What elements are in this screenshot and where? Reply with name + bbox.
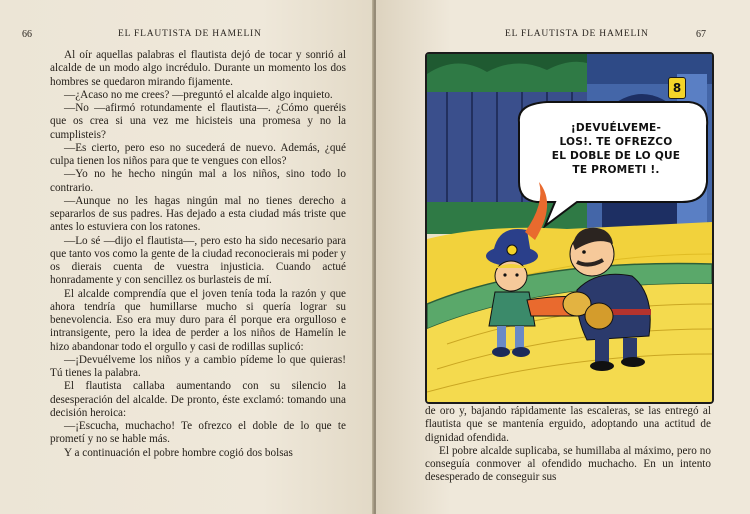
paragraph: —No —afirmó rotundamente el flautista—. ¿Cómo queréis que os crea si una vez me hicisteis una promesa y no la cumplisteis? (50, 102, 346, 141)
paragraph: El pobre alcalde suplicaba, se humillaba al máximo, pero no conseguía conmover al ofendido muchacho. En un intento desesperado de conseguir sus (425, 444, 711, 484)
speech-bubble-text (527, 121, 705, 177)
right-body-text (425, 405, 711, 485)
paragraph: Al oír aquellas palabras el flautista dejó de tocar y sonrió al alcalde de un modo algo incrédulo. Durante un momento los dos hombres se quedaron mirando fijamente. (50, 49, 346, 88)
right-page-number: 67 (696, 29, 706, 40)
paragraph: El alcalde comprendía que el joven tenía toda la razón y que ahora tendría que humillarse mucho si quería lograr su benevolencia. Eso era muy duro para él porque era orgulloso e intransigente, pero la idea de perder a los niños de Hamelín le hizo abandonar todo el orgullo y casi de rodillas suplicó: (50, 287, 346, 353)
comic-illustration (425, 52, 714, 404)
speech-line: TE PROMETI !. (572, 164, 660, 176)
left-page-number: 66 (22, 29, 32, 40)
illustration-artwork (427, 54, 712, 402)
left-body-text (50, 49, 346, 460)
paragraph: —Aunque no les hagas ningún mal no tienes derecho a separarlos de sus padres. Has dejado a esta ciudad más triste que antes lo estuviera con los ratones. (50, 194, 346, 234)
speech-line: EL DOBLE DE LO QUE (551, 150, 681, 162)
right-page (376, 0, 750, 514)
left-running-head: EL FLAUTISTA DE HAMELIN (118, 29, 262, 39)
paragraph: —Es cierto, pero eso no sucederá de nuevo. Además, ¿qué culpa tienen los niños para que te vengues con ellos? (50, 141, 346, 167)
paragraph: El flautista callaba aumentando con su silencio la desesperación del alcalde. De pronto, éste exclamó: tomando una decisión heroica: (50, 380, 346, 419)
right-running-head: EL FLAUTISTA DE HAMELIN (505, 29, 649, 39)
left-page (0, 0, 374, 514)
paragraph: —¡Escucha, muchacho! Te ofrezco el doble de lo que te prometí y no se hable más. (50, 420, 346, 446)
paragraph: —¿Acaso no me crees? —preguntó el alcalde algo inquieto. (64, 88, 333, 101)
paragraph: —Lo sé —dijo el flautista—, pero esto ha sido necesario para que tanto vos como la gente de la ciudad reconocierais mi poder y os dierais cuenta de vuestra injusticia. Cuando actué honradamente y con sencillez os burlasteis de mí. (50, 234, 346, 287)
speech-line: LOS!. TE OFREZCO (559, 136, 673, 148)
paragraph: Y a continuación el pobre hombre cogió dos bolsas (64, 446, 293, 459)
speech-line: ¡DEVUÉLVEME- (570, 122, 662, 134)
paragraph: —Yo no he hecho ningún mal a los niños, sino todo lo contrario. (50, 168, 346, 194)
illustration-page-badge: 8 (668, 77, 686, 99)
paragraph: —¡Devuélveme los niños y a cambio pídeme lo que quieras! Tú tienes la palabra. (50, 353, 346, 379)
paragraph: de oro y, bajando rápidamente las escaleras, se las entregó al flautista que se mantenía erguido, adoptando una actitud de dignidad ofendida. (425, 405, 711, 444)
